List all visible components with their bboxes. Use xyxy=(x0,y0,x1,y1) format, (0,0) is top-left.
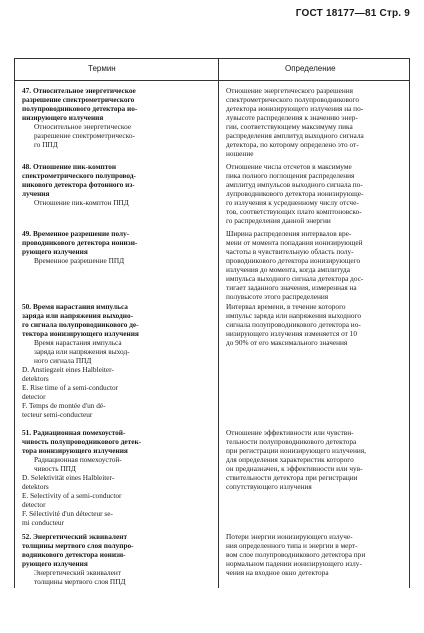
entry-48-term xyxy=(22,162,214,207)
term-line: никового детектора фотонного из- xyxy=(22,180,135,189)
short-term-line: Относительное энергетическое xyxy=(34,122,132,131)
definition-line: Отношение эффективности или чувстви- xyxy=(226,428,354,437)
definition-line: амплитуд импульсов выходного сигнала по- xyxy=(226,180,363,189)
foreign-equivalent-line: detector xyxy=(22,392,46,401)
short-term-line: заряда или напряжения выход- xyxy=(34,347,130,356)
definition-line: до 90% от его максимального значения xyxy=(226,338,348,347)
definition-line: Отношение энергетического разрешения xyxy=(226,86,354,95)
entry-49-definition xyxy=(226,229,414,301)
definition-line: лувысоте распределения к значению энер- xyxy=(226,113,358,122)
term-line: спектрометрического полупровод- xyxy=(22,171,136,180)
term-line: разрешение спектрометрического xyxy=(22,95,135,104)
definition-line: полувысоте этого распределения xyxy=(226,292,329,301)
term-line: проводникового детектора ионизи- xyxy=(22,238,138,247)
definition-line: для определения характеристик которого xyxy=(226,455,354,464)
term-line: 47. Относительное энергетическое xyxy=(22,86,136,95)
definition-line: при регистрации ионизирующего излучения, xyxy=(226,446,366,455)
foreign-equivalent-line: detector xyxy=(22,500,46,509)
definition-line: чения на входное окно детектора xyxy=(226,568,329,577)
foreign-equivalent-line: D. Anstiegzeit eines Halbleiter- xyxy=(22,365,114,374)
definition-line: спектрометрического полупроводникового xyxy=(226,95,360,104)
definition-line: сопутствующего излучения xyxy=(226,482,312,491)
short-term-line: Радиационная помехоустой- xyxy=(34,455,122,464)
definition-line: ношение xyxy=(226,149,254,158)
definition-line: лупроводникового детектора ионизирующе- xyxy=(226,189,364,198)
definition-line: гии, соответствующему максимуму пика xyxy=(226,122,353,131)
foreign-equivalent-line: detektors xyxy=(22,374,49,383)
foreign-equivalent-line: detektors xyxy=(22,482,49,491)
definition-line: ния определенного типа и энергии в мерт- xyxy=(226,541,358,550)
definition-line: распределения амплитуд выходного сигнала xyxy=(226,131,364,140)
definition-line: детектора ионизирующего излучения на по- xyxy=(226,104,364,113)
column-header-term: Термин xyxy=(88,64,116,73)
foreign-equivalent-line: F. Sélectivité d'un détecteur se- xyxy=(22,509,113,518)
short-term-line: го ППД xyxy=(34,140,58,149)
definition-line: тигает заданного значения, измеренная на xyxy=(226,283,357,292)
definition-line: проводникового детектора ионизирующего xyxy=(226,256,361,265)
entry-49-term xyxy=(22,229,214,265)
term-line: низирующего излучения xyxy=(22,113,104,122)
term-line: заряда или напряжения выходно- xyxy=(22,311,134,320)
table-top-rule xyxy=(14,58,410,59)
definition-line: сигнала полупроводникового детектора ио- xyxy=(226,320,361,329)
definition-line: Ширина распределения интервалов вре- xyxy=(226,229,352,238)
short-term-line: Время нарастания импульса xyxy=(34,338,122,347)
definition-line: го распределения данной энергии xyxy=(226,216,331,225)
term-line: 49. Временное разрешение полу- xyxy=(22,229,130,238)
entry-52-term xyxy=(22,532,214,586)
short-term-line: чивость ППД xyxy=(34,464,76,473)
foreign-equivalent-line: F. Temps de montée d'un dé- xyxy=(22,401,106,410)
definition-line: нормальном падении ионизирующего излу- xyxy=(226,559,362,568)
term-line: тектора ионизирующего излучения xyxy=(22,329,139,338)
definition-line: го излучения к усредненному числу отсче- xyxy=(226,198,359,207)
short-term-line: разрешение спектрометрическо- xyxy=(34,131,135,140)
definition-line: частоты в чувствительную область полу- xyxy=(226,247,354,256)
term-line: го сигнала полупроводникового де- xyxy=(22,320,139,329)
definition-line: вом слое полупроводникового детектора при xyxy=(226,550,366,559)
entry-47-term xyxy=(22,86,214,149)
table-header-rule xyxy=(14,80,410,81)
term-line: водникового детектора ионизи- xyxy=(22,550,126,559)
definition-line: низирующего излучения изменяется от 10 xyxy=(226,329,357,338)
short-term-line: толщины мертвого слоя ППД xyxy=(34,577,126,586)
definition-line: излучения до момента, когда амплитуда xyxy=(226,265,350,274)
foreign-equivalent-line: E. Rise time of a semi-conductor xyxy=(22,383,119,392)
entry-50-definition xyxy=(226,302,414,347)
entry-48-definition xyxy=(226,162,414,225)
term-line: рующего излучения xyxy=(22,247,88,256)
definition-line: тельности полупроводникового детектора xyxy=(226,437,357,446)
foreign-equivalent-line: mi conducteur xyxy=(22,518,64,527)
entry-52-definition xyxy=(226,532,414,577)
definition-line: ствительности детектора при регистрации xyxy=(226,473,358,482)
entry-47-definition xyxy=(226,86,414,158)
entry-51-term xyxy=(22,428,214,527)
short-term-line: Временное разрешение ППД xyxy=(34,256,125,265)
term-line: 48. Отношение пик-комптон xyxy=(22,162,117,171)
term-line: 50. Время нарастания импульса xyxy=(22,302,128,311)
term-line: чивость полупроводникового детек- xyxy=(22,437,142,446)
short-term-line: Отношение пик-комптон ППД xyxy=(34,198,129,207)
term-line: толщины мертвого слоя полупро- xyxy=(22,541,134,550)
term-line: полупроводникового детектора ио- xyxy=(22,104,138,113)
term-line: 51. Радиационная помехоустой- xyxy=(22,428,126,437)
definition-line: пика полного поглощения распределения xyxy=(226,171,355,180)
foreign-equivalent-line: tecteur semi-conducteur xyxy=(22,410,93,419)
definition-line: мени от момента попадания ионизирующей xyxy=(226,238,363,247)
column-header-definition: Определение xyxy=(285,64,336,73)
definition-line: детектора, по которому определено это от- xyxy=(226,140,359,149)
entry-50-term xyxy=(22,302,214,419)
term-line: рующего излучения xyxy=(22,559,88,568)
table-left-border xyxy=(14,58,15,588)
term-line: лучения xyxy=(22,189,50,198)
term-line: 52. Энергетический эквивалент xyxy=(22,532,128,541)
definition-line: Отношение числа отсчетов в максимуме xyxy=(226,162,352,171)
short-term-line: Энергетический эквивалент xyxy=(34,568,121,577)
definition-line: тов, соответствующих плато комптоновско- xyxy=(226,207,362,216)
foreign-equivalent-line: D. Selektivität eines Halbleiter- xyxy=(22,473,115,482)
entry-51-definition xyxy=(226,428,414,491)
term-line: тора ионизирующего излучения xyxy=(22,446,128,455)
definition-line: он предназначен, к эффективности или чув- xyxy=(226,464,363,473)
definition-line: импульс заряда или напряжения выходного xyxy=(226,311,361,320)
foreign-equivalent-line: E. Selectivity of a semi-conductor xyxy=(22,491,122,500)
definition-line: Потери энергии ионизирующего излуче- xyxy=(226,532,353,541)
column-divider xyxy=(218,58,219,588)
page-header: ГОСТ 18177—81 Стр. 9 xyxy=(295,8,410,19)
definition-line: Интервал времени, в течение которого xyxy=(226,302,346,311)
short-term-line: ного сигнала ППД xyxy=(34,356,92,365)
definition-line: импульса выходного сигнала детектора дос- xyxy=(226,274,364,283)
